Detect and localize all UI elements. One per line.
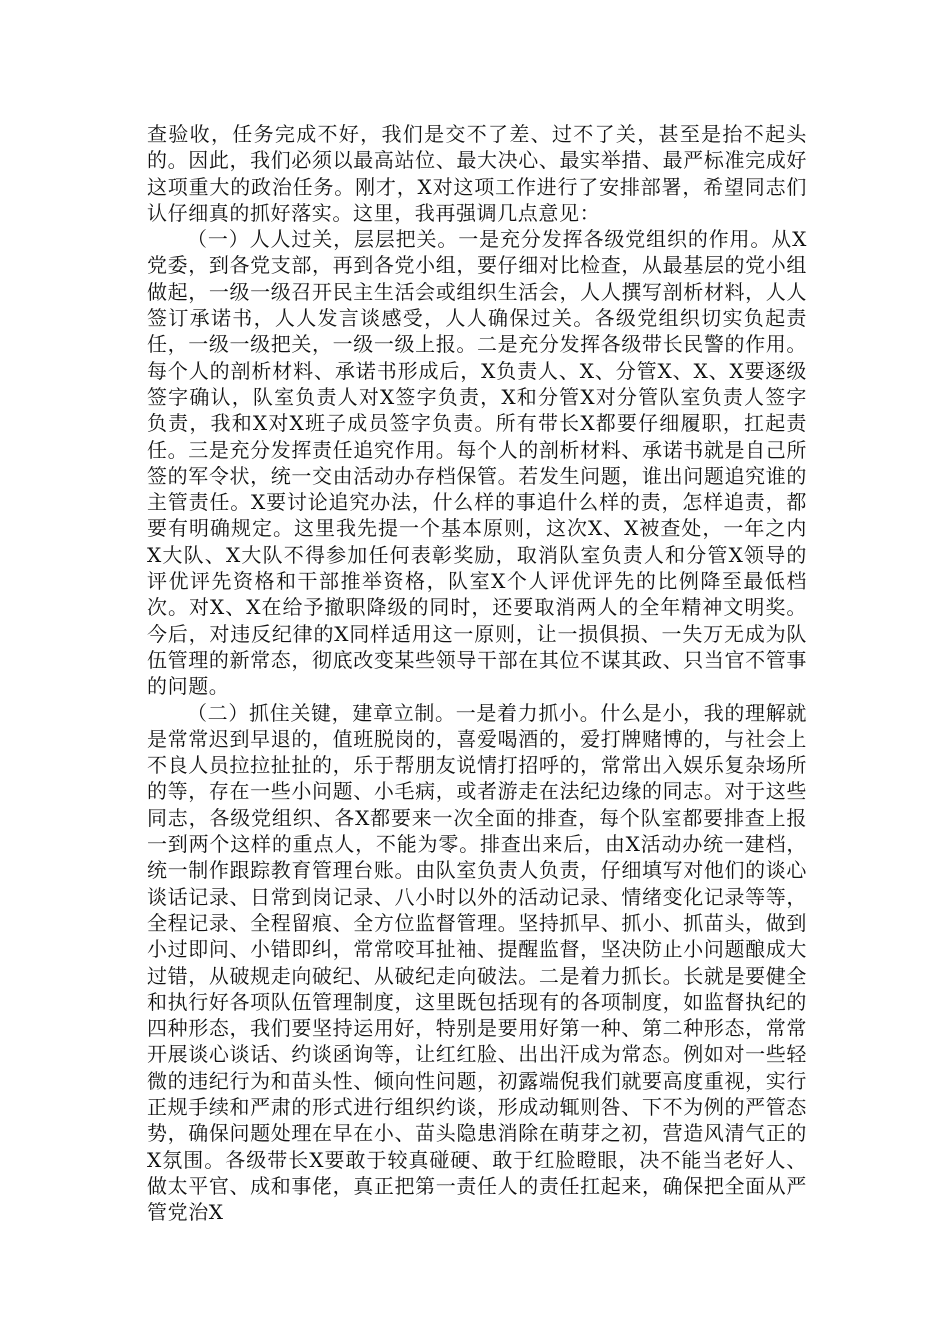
document-body	[147, 121, 807, 1225]
paragraph-section-one: （一）人人过关，层层把关。一是充分发挥各级党组织的作用。从X党委，到各党支部，再到各党小组，要仔细对比检查，从最基层的党小组做起，一级一级召开民主生活会或组织生活会，人人撰写剖析材料，人人签订承诺书，人人发言谈感受，人人确保过关。各级党组织切实负起责任，一级一级把关，一级一级上报。二是充分发挥各级带长民警的作用。每个人的剖析材料、承诺书形成后，X负责人、X、分管X、X、X要逐级签字确认，队室负责人对X签字负责，X和分管X对分管队室负责人签字负责，我和X对X班子成员签字负责。所有带长X都要仔细履职，扛起责任。三是充分发挥责任追究作用。每个人的剖析材料、承诺书就是自己所签的军令状，统一交由活动办存档保管。若发生问题，谁出问题追究谁的主管责任。X要讨论追究办法，什么样的事追什么样的责，怎样追责，都要有明确规定。这里我先提一个基本原则，这次X、X被查处，一年之内X大队、X大队不得参加任何表彰奖励，取消队室负责人和分管X领导的评优评先资格和干部推举资格，队室X个人评优评先的比例降至最低档次。对X、X在给予撤职降级的同时，还要取消两人的全年精神文明奖。今后，对违反纪律的X同样适用这一原则，让一损俱损、一失万无成为队伍管理的新常态，彻底改变某些领导干部在其位不谋其政、只当官不管事的问题。	[147, 227, 807, 699]
paragraph-intro: 查验收，任务完成不好，我们是交不了差、过不了关，甚至是抬不起头的。因此，我们必须以最高站位、最大决心、最实举措、最严标准完成好这项重大的政治任务。刚才，X对这项工作进行了安排部署，希望同志们认仔细真的抓好落实。这里，我再强调几点意见：	[147, 122, 807, 225]
paragraph-section-two: （二）抓住关键，建章立制。一是着力抓小。什么是小，我的理解就是常常迟到早退的，值班脱岗的，喜爱喝酒的，爱打牌赌博的，与社会上不良人员拉拉扯扯的，乐于帮朋友说情打招呼的，常常出入娱乐复杂场所的等，存在一些小问题、小毛病，或者游走在法纪边缘的同志。对于这些同志，各级党组织、各X都要来一次全面的排查，每个队室都要排查上报一到两个这样的重点人，不能为零。排查出来后，由X活动办统一建档，统一制作跟踪教育管理台账。由队室负责人负责，仔细填写对他们的谈心谈话记录、日常到岗记录、八小时以外的活动记录、情绪变化记录等等，全程记录、全程留痕、全方位监督管理。坚持抓早、抓小、抓苗头，做到小过即问、小错即纠，常常咬耳扯袖、提醒监督，坚决防止小问题酿成大过错，从破规走向破纪、从破纪走向破法。二是着力抓长。长就是要健全和执行好各项队伍管理制度，这里既包括现有的各项制度，如监督执纪的四种形态，我们要坚持运用好，特别是要用好第一种、第二种形态，常常开展谈心谈话、约谈函询等，让红红脸、出出汗成为常态。例如对一些轻微的违纪行为和苗头性、倾向性问题，初露端倪我们就要高度重视，实行正规手续和严肃的形式进行组织约谈，形成动辄则咎、下不为例的严管态势，确保问题处理在早在小、苗头隐患消除在萌芽之初，营造风清气正的X氛围。各级带长X要敢于较真碰硬、敢于红脸瞪眼，决不能当老好人、做太平官、成和事佬，真正把第一责任人的责任扛起来，确保把全面从严管党治X	[147, 700, 807, 1225]
